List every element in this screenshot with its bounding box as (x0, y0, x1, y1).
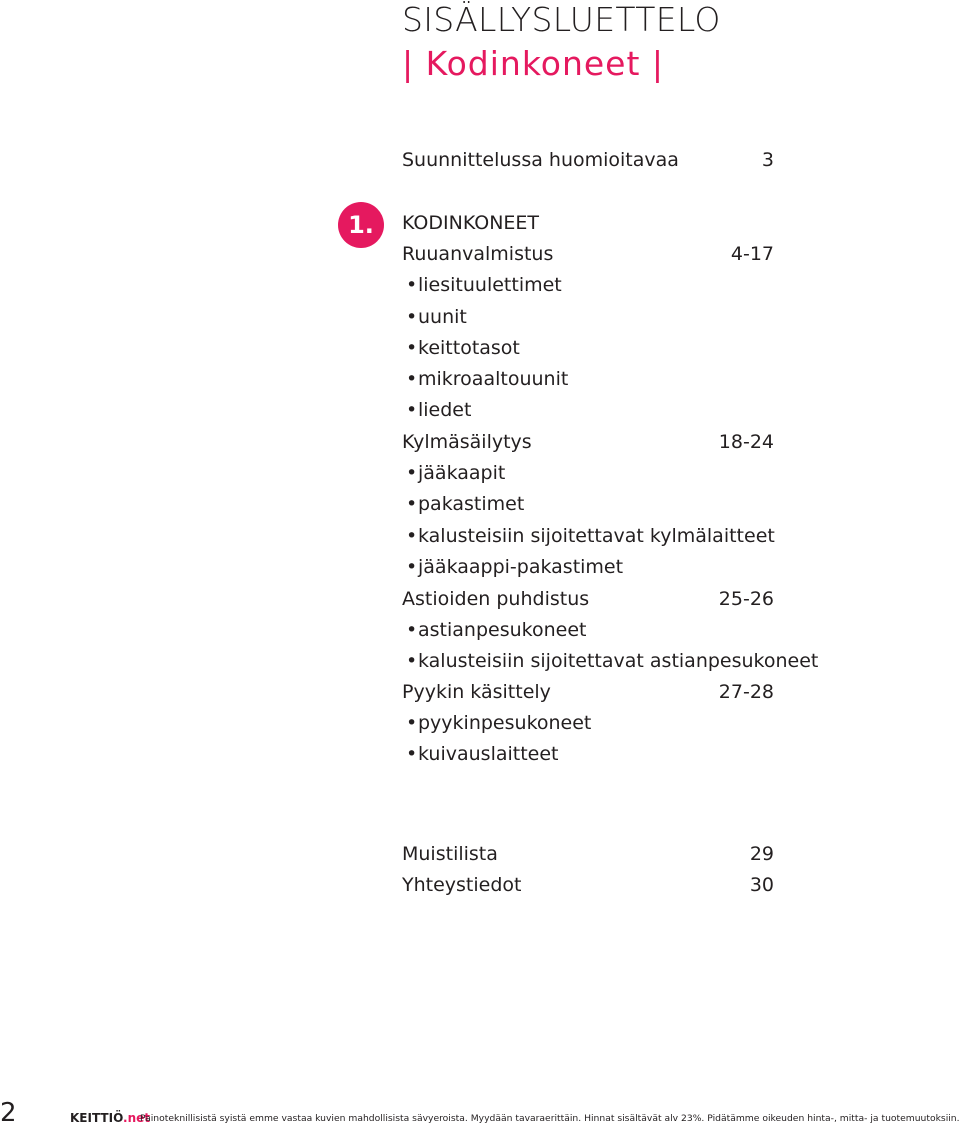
toc-item-label: pyykinpesukoneet (418, 712, 592, 734)
toc-section[interactable] (402, 240, 774, 268)
page-subtitle: | Kodinkoneet | (402, 44, 665, 83)
toc-section-page: 4-17 (730, 243, 774, 265)
toc-item (406, 334, 778, 362)
toc-entry-label: Suunnittelussa huomioitavaa (402, 149, 679, 171)
toc-section-label: Ruuanvalmistus (402, 243, 554, 265)
toc-entry-page: 3 (761, 149, 774, 171)
toc-section-label: Astioiden puhdistus (402, 588, 590, 610)
toc-item (406, 647, 819, 675)
bullet-icon: • (406, 712, 418, 734)
brand-logo-main: KEITTIÖ (70, 1111, 124, 1125)
toc-item-label: kalusteisiin sijoitettavat astianpesukoneet (418, 650, 819, 672)
toc-entry-muistilista[interactable] (402, 840, 774, 868)
toc-entry-yhteystiedot[interactable] (402, 871, 774, 899)
toc-section[interactable] (402, 678, 774, 706)
toc-item (406, 303, 778, 331)
bullet-icon: • (406, 399, 418, 421)
page-title: SISÄLLYSLUETTELO (402, 0, 721, 39)
toc-item-label: jääkaappi-pakastimet (418, 556, 624, 578)
toc-item (406, 271, 778, 299)
bullet-icon: • (406, 368, 418, 390)
toc-section-label: Kylmäsäilytys (402, 431, 532, 453)
footer-page-number: 2 (0, 1098, 17, 1128)
toc-item (406, 490, 778, 518)
chapter-heading (402, 209, 774, 237)
toc-section-page: 18-24 (718, 431, 774, 453)
bullet-icon: • (406, 462, 418, 484)
toc-item-label: keittotasot (418, 337, 520, 359)
toc-item (406, 709, 778, 737)
toc-item (406, 459, 778, 487)
chapter-number-badge: 1. (338, 202, 384, 248)
toc-item-label: kuivauslaitteet (418, 743, 559, 765)
bullet-icon: • (406, 619, 418, 641)
toc-item-label: liedet (418, 399, 472, 421)
toc-section-page: 25-26 (718, 588, 774, 610)
toc-entry-label: Yhteystiedot (402, 874, 522, 896)
toc-entry-page: 30 (749, 874, 774, 896)
toc-item-label: pakastimet (418, 493, 525, 515)
toc-item-label: uunit (418, 306, 467, 328)
bullet-icon: • (406, 337, 418, 359)
toc-item (406, 553, 778, 581)
bullet-icon: • (406, 274, 418, 296)
toc-entry-intro[interactable] (402, 146, 774, 174)
toc-item-label: kalusteisiin sijoitettavat kylmälaitteet (418, 525, 775, 547)
toc-item (406, 522, 778, 550)
toc-item (406, 396, 778, 424)
toc-item-label: liesituulettimet (418, 274, 562, 296)
toc-entry-page: 29 (749, 843, 774, 865)
bullet-icon: • (406, 525, 418, 547)
toc-section-label: Pyykin käsittely (402, 681, 551, 703)
bullet-icon: • (406, 743, 418, 765)
footer-disclaimer: Painoteknillisistä syistä emme vastaa kuvien mahdollisista sävyeroista. Myydään tavaraerittäin. Hinnat sisältävät alv 23%. Pidätämme oikeuden hinta-, mitta- ja tuotemuutoksiin. (140, 1113, 960, 1124)
toc-section[interactable] (402, 428, 774, 456)
toc-item-label: jääkaapit (418, 462, 506, 484)
brand-logo-suffix: .net (123, 1111, 150, 1125)
toc-item (406, 365, 778, 393)
toc-section[interactable] (402, 585, 774, 613)
bullet-icon: • (406, 493, 418, 515)
toc-item-label: astianpesukoneet (418, 619, 587, 641)
brand-logo (70, 1110, 150, 1126)
bullet-icon: • (406, 650, 418, 672)
bullet-icon: • (406, 556, 418, 578)
toc-section-page: 27-28 (718, 681, 774, 703)
toc-item (406, 616, 778, 644)
toc-item-label: mikroaaltouunit (418, 368, 569, 390)
bullet-icon: • (406, 306, 418, 328)
toc-item (406, 740, 778, 768)
toc-entry-label: Muistilista (402, 843, 498, 865)
chapter-heading-text: KODINKONEET (402, 212, 540, 234)
